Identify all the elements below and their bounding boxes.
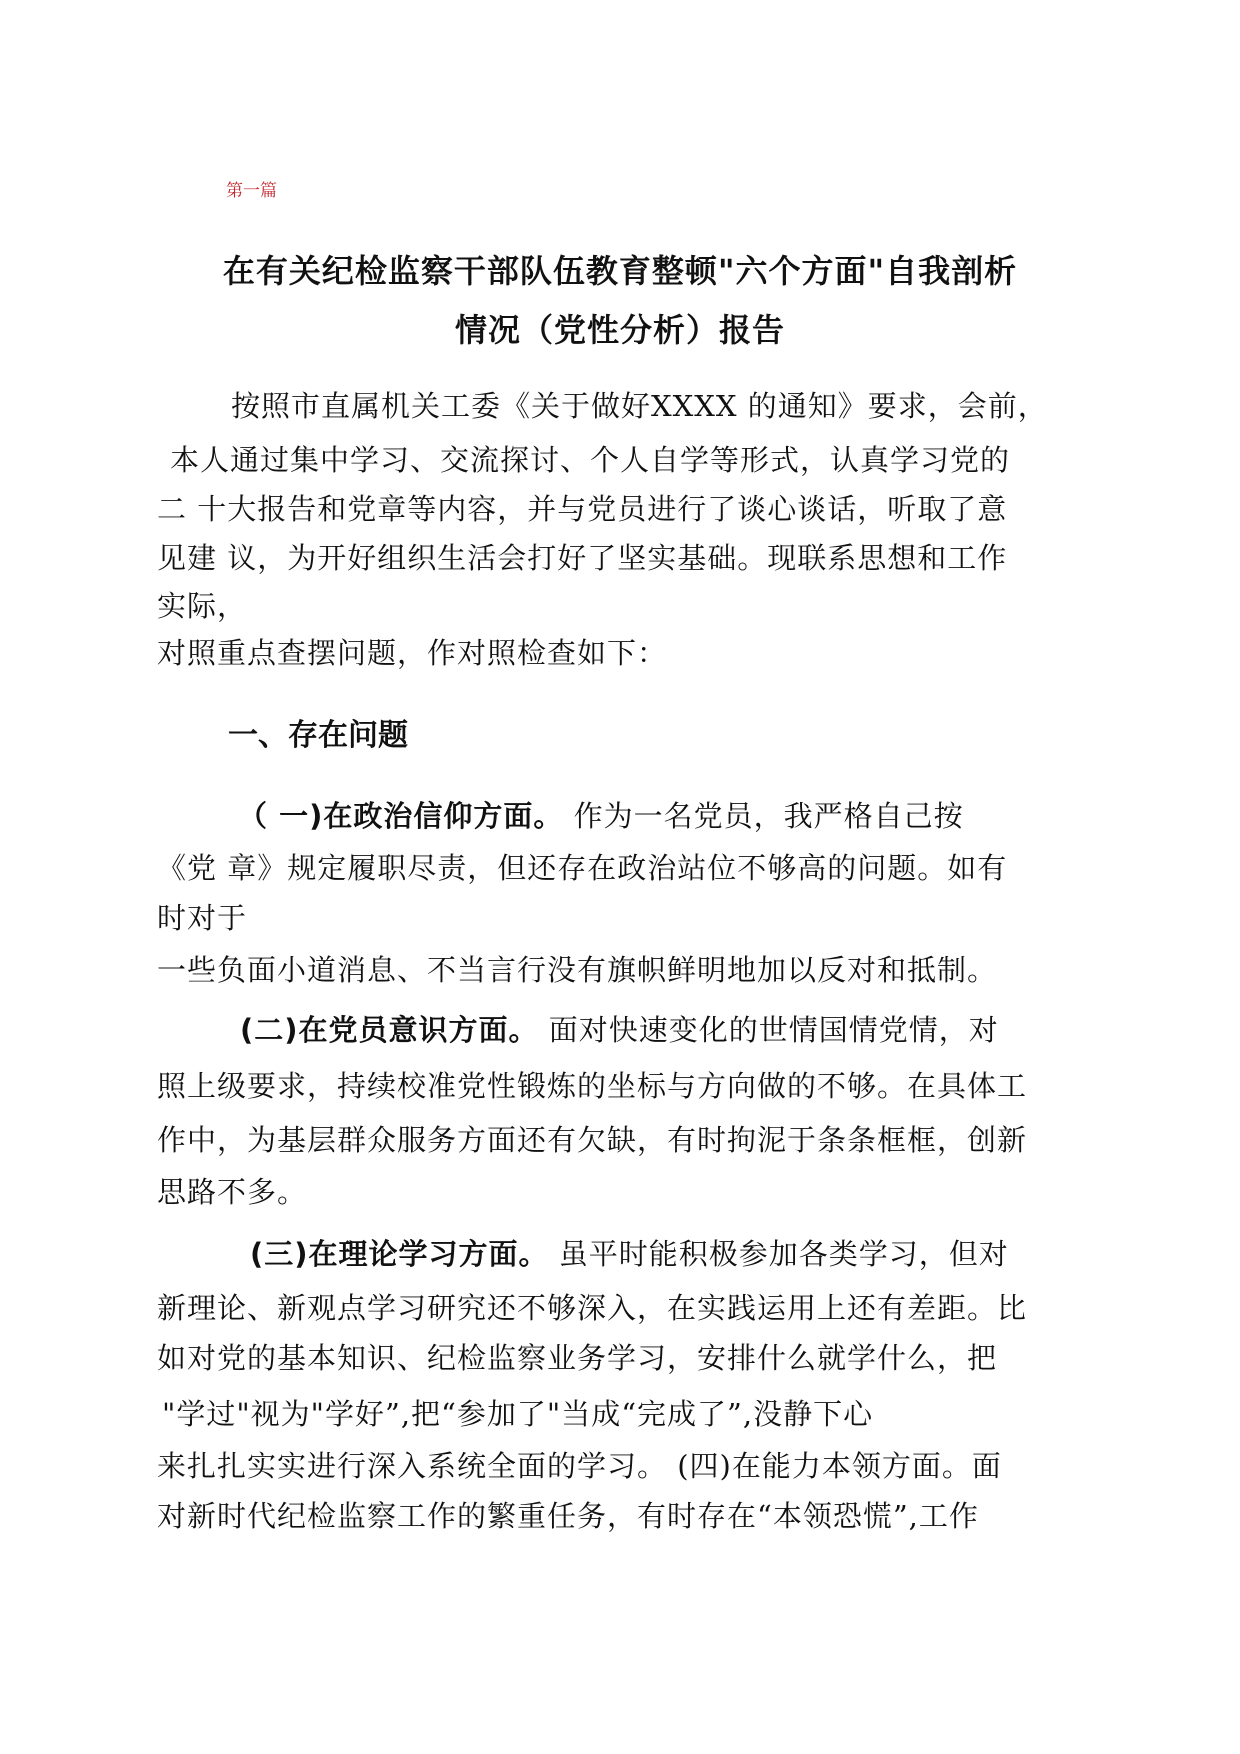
intro-line-4: 见建 议，为开好组织生活会打好了坚实基础。现联系思想和工作	[157, 541, 1008, 575]
document-title-line-2: 情况（党性分析）报告	[454, 311, 785, 349]
intro-line-6: 对照重点查摆问题，作对照检查如下：	[157, 636, 668, 670]
para-3-heading: (三)在理论学习方面。	[250, 1237, 549, 1271]
para-3-line-2: 新理论、新观点学习研究还不够深入，在实践运用上还有差距。比	[157, 1291, 1028, 1325]
para-2-heading: (二)在党员意识方面。	[240, 1013, 539, 1047]
intro-line-3: 二 十大报告和党章等内容，并与党员进行了谈心谈话，听取了意	[157, 492, 1008, 526]
para-2-line-1	[240, 1012, 999, 1048]
para-3-line-6: 对新时代纪检监察工作的繁重任务，有时存在“本领恐慌”,工作	[157, 1499, 979, 1533]
article-label: 第一篇	[226, 181, 277, 201]
para-3-line-5: 来扎扎实实进行深入系统全面的学习。 (四)在能力本领方面。面	[157, 1449, 1002, 1483]
para-1-line-1-text: 作为一名党员，我严格自己按	[563, 799, 964, 833]
para-1-line-3: 时对于	[157, 901, 248, 935]
intro-line-5: 实际，	[157, 589, 248, 623]
para-1-line-2: 《党 章》规定履职尽责，但还存在政治站位不够高的问题。如有	[157, 851, 1008, 885]
para-2-line-4: 思路不多。	[157, 1175, 308, 1209]
para-2-line-3: 作中，为基层群众服务方面还有欠缺，有时拘泥于条条框框，创新	[157, 1123, 1028, 1157]
para-1-heading: （ 一)在政治信仰方面。	[238, 799, 564, 833]
para-2-line-2: 照上级要求，持续校准党性锻炼的坐标与方向做的不够。在具体工	[157, 1069, 1028, 1103]
para-3-line-3: 如对党的基本知识、纪检监察业务学习，安排什么就学什么，把	[157, 1341, 998, 1375]
para-1-line-4: 一些负面小道消息、不当言行没有旗帜鲜明地加以反对和抵制。	[157, 953, 998, 987]
para-3-line-4: "学过"视为"学好”,把“参加了"当成“完成了”,没静下心	[162, 1397, 874, 1431]
para-1-line-1	[238, 798, 964, 834]
para-3-line-1-text: 虽平时能积极参加各类学习，但对	[548, 1237, 1009, 1271]
para-3-line-1	[250, 1236, 1009, 1272]
section-heading: 一、存在问题	[228, 718, 408, 753]
para-2-line-1-text: 面对快速变化的世情国情党情，对	[538, 1013, 999, 1047]
intro-line-2: 本人通过集中学习、交流探讨、个人自学等形式，认真学习党的	[170, 443, 1011, 477]
intro-line-1: 按照市直属机关工委《关于做好XXXX 的通知》要求，会前，	[231, 389, 1048, 423]
document-title-line-1: 在有关纪检监察干部队伍教育整顿"六个方面"自我剖析	[222, 252, 1018, 290]
